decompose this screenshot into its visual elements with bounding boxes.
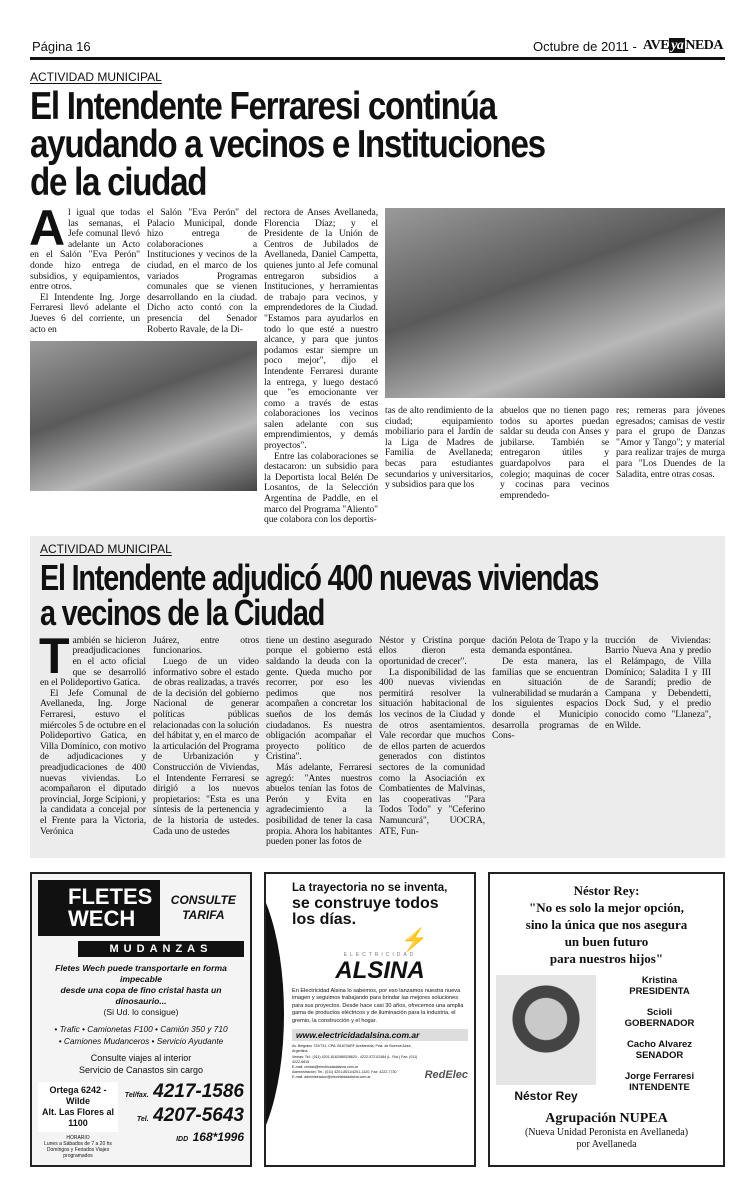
event-photo — [30, 341, 257, 491]
phones: Tel/fax. 4217-1586 Tel. 4207-5643 IDD 168*1996 — [124, 1080, 244, 1144]
ads-row — [30, 872, 725, 1167]
article-column: Néstor y Cristina porque ellos dieron esta oportunidad de crecer". La disponibilidad de las 400 nuevas viviendas permitirá resolver la situación habitacional de los vecinos de la Ciudad y de otros asentamientos. Vale recordar que muchos de ellos parten de acuerdos generados con distintos sectores de la comunidad como la Asociación ex Combatientes de Malvinas, las cooperativas "Para Todos Todo" y "Ceferino Namuncurá", UOCRA, ATE, Fun- — [379, 634, 485, 837]
fletes-logo: FLETES WECH — [38, 880, 160, 936]
newspaper-logo: AVE ya NEDA — [642, 38, 723, 53]
page-header — [30, 38, 725, 57]
ad-body: En Electricidad Alsina lo sabemos, por eso lanzamos nuestra nueva imagen y seguimos trabajando para brindar las mejores soluciones para sus proyectos. Desde hace casi 30 años, ofrecemos una amplia gama de productos eléctricos y de iluminación para la industria, el gremio, la construcción y el hogar. — [292, 987, 464, 1024]
article-title: El Intendente adjudicó 400 nuevas viviendas a vecinos de la Ciudad — [40, 556, 599, 633]
article-column: Juárez, entre otros funcionarios. Luego de un video informativo sobre el estado de obras realizadas, a través de la decisión del gobierno Nacional de generar políticas públicas relacionadas con la solución del hábitat y, en el marco de la articulación del Programa de Urbanización y Construcción de Viviendas, el Intendente Ferraresi se dirigió a los nuevos propietarios: "Esta es una síntesis de la pertenencia y de la historia de ustedes. Cada uno de ustedes — [153, 634, 259, 837]
drop-cap: T — [39, 627, 70, 684]
consult-tag: CONSULTE TARIFA — [170, 892, 236, 922]
service-label: MUDANZAS — [78, 941, 244, 957]
org-name: Agrupación NUPEA — [545, 1110, 668, 1126]
redelec-logo: RedElec — [424, 1068, 468, 1081]
photo-caption: Néstor Rey — [514, 1088, 578, 1103]
hours: HORARIO Lunes a Sábados de 7 a 20 hs Domingos y Feriados Viajes programados — [44, 1134, 112, 1159]
article-column: el Salón "Eva Perón" del Palacio Municipal, donde hizo entrega de colaboraciones a Instituciones y vecinos de la ciudad, en el marco de los variados Programas comunales que se vienen desarrollando en la ciudad. Dicho acto contó con la presencia del Senador Roberto Ravale, de la Di- — [147, 207, 257, 335]
org-full-name: (Nueva Unidad Peronista en Avellaneda) por Avellaneda — [524, 1126, 689, 1150]
article-column: res; remeras para jóvenes egresados; camisas de vestir para el grupo de Danzas "Amor y Tango"; y material para realizar trajes de murga para "Los Duendes de la Saladita, entre otras cosas. — [616, 405, 725, 480]
drop-cap: A — [29, 200, 66, 256]
article-column: A l igual que todas las semanas, el Jefe comunal llevó adelante un Acto en el Salón "Eva Perón" donde hizo entrega de subsidios, y equipamientos, entre otros. El Intendente Ing. Jorge Ferraresi llevó adelante el Jueves 6 del corriente, un acto en — [29, 200, 140, 335]
article-column: rectora de Anses Avellaneda, Florencia Díaz; y el Presidente de la Unión de Centros de Jubilados de Avellaneda, Daniel Campetta, quienes junto al Jefe comunal entregaron subsidios a Instituciones, y herramientas de trabajo para vecinos, y emprendedores de la Ciudad. "Estamos para ayudarlos en todo lo que esté a nuestro alcance, y para que juntos podamos estar siempre un poco mejor", dijo el Intendente Ferraresi durante la entrega, y luego destacó que "es emocionante ver como a través de estas colaboraciones los vecinos salen adelante con sus emprendimientos, y demás proyectos". Entre las colaboraciones se destacaron: un subsidio para la Deportista local Belén De Losantos, de la Selección Argentina de Paddle, en el marco del Programa "Aliento" que colabora con los deportis- — [264, 207, 378, 526]
article-column: tas de alto rendimiento de la ciudad; equipamiento mobiliario para el Jardín de la Liga de Madres de Familia de Avellaneda; becas para estudiantes secundarios y universitarios, y subsidios para que los — [385, 405, 493, 491]
decorative-arc — [264, 872, 284, 1164]
fletes-wech-ad — [30, 872, 252, 1167]
address: Ortega 6242 - Wilde Alt. Las Flores al 1100 — [38, 1082, 118, 1132]
candidate-list: Kristina PRESIDENTA Scioli GOBERNADOR Cacho Alvarez SENADOR Jorge Ferraresi INTENDENTE — [624, 974, 695, 1093]
article-column: T ambién se hicieron preadjudicaciones en el acto oficial que se desarrolló en el Polideportivo Gatica. El Jefe Comunal de Avellaneda, Ing. Jorge Ferraresi, estuvo el miércoles 5 de octubre en el Polideportivo Gatica, en Villa Domínico, con motivo de adjudicaciones y preadjudicaciones de 400 nuevas viviendas. Lo acompañaron el diputado provincial, Jorge Scipioni, y la candidata a concejal por el Frente para la Victoria, Verónica — [39, 627, 146, 837]
issue-date: Octubre de 2011 - — [533, 39, 637, 54]
section-kicker: ACTIVIDAD MUNICIPAL — [30, 70, 162, 84]
logo-subtitle: ELECTRICIDAD — [343, 951, 417, 958]
extra-services: Consulte viajes al interior Servicio de Canastos sin cargo — [78, 1052, 204, 1075]
article-column: dación Pelota de Trapo y la demanda espontánea. De esta manera, las familias que se encuentran en situación de vulnerabilidad se mudarán a los siguientes espacios donde el Municipio desarrolla programas de Cons- — [492, 634, 598, 742]
slogan: Fletes Wech puede transportarle en forma impecable desde una copa de fino cristal hasta un dinosaurio... (Si Ud. lo consigue) — [55, 962, 227, 1017]
lightning-icon: ⚡ — [400, 926, 428, 952]
article-2 — [30, 536, 725, 858]
article-1 — [30, 70, 725, 526]
section-kicker: ACTIVIDAD MUNICIPAL — [40, 541, 172, 556]
headline: La trayectoria no se inventa, se construye todos los días. — [292, 881, 448, 928]
contact-info: Av. Belgrano 720/731, CPA: B1870ARF Avellaneda, Pcia. de Buenos Aires, Argentina. Ventas: Tel.: (011) 4201-8162/8602/8620 - 4222-5721/2484 (L. Rot.) Fax: (011) 4222-6815 E-mail: ventas@electricidadalsina.com.ar Administración: Tel.: (011) 4201-8511/4201-1320, Fax: 4222-7730 E-mail: administracion@electricidadalsina.com.ar — [292, 1044, 418, 1080]
electricidad-alsina-ad — [264, 872, 476, 1167]
services-list: • Trafic • Camionetas F100 • Camión 350 y 710 • Camiones Mudanceros • Servicio Ayudante — [54, 1023, 228, 1046]
nupea-ad — [488, 872, 725, 1167]
header-rule — [30, 57, 725, 60]
alsina-logo: ALSINA — [335, 956, 425, 984]
article-column: trucción de Viviendas: Barrio Nueva Ana y predio el Relámpago, de Villa Domínico; Saladita I y III de Sarandí; predio de Campana y Debendetti, Dock Sud, y el predio conocido como "Llaneza", en Wilde. — [605, 634, 711, 731]
quote: Néstor Rey: "No es solo la mejor opción, sino la única que nos asegura un buen futuro para nuestros hijos" — [525, 882, 688, 966]
article-column: abuelos que no tienen pago todos su aportes puedan saldar su deuda con Anses y jubilarse. También se entregaron útiles y guardapolvos para el colegio; maquinas de cocer y cocinas para vecinos emprendedo- — [500, 405, 609, 501]
group-photo — [385, 208, 725, 398]
article-column: tiene un destino asegurado porque el gobierno está saldando la deuda con la gente. Queda mucho por recorrer, por eso les pedimos que nos acompañen a concretar los sueños de los demás ciudadanos. Es nuestra obligación acompañar el proyecto político de Cristina". Más adelante, Ferraresi agregó: "Antes nuestros abuelos tenían las fotos de Perón y Evita en agradecimiento a la posibilidad de tener la casa propia. Ahora los habitantes pueden poner las fotos de — [266, 634, 372, 848]
page-number: Página 16 — [32, 39, 91, 54]
website-link[interactable]: www.electricidadalsina.com.ar — [292, 1029, 468, 1041]
page — [30, 0, 725, 1187]
candidate-photo — [496, 975, 596, 1085]
article-title: El Intendente Ferraresi continúa ayudando a vecinos e Instituciones de la ciudad — [30, 85, 545, 204]
